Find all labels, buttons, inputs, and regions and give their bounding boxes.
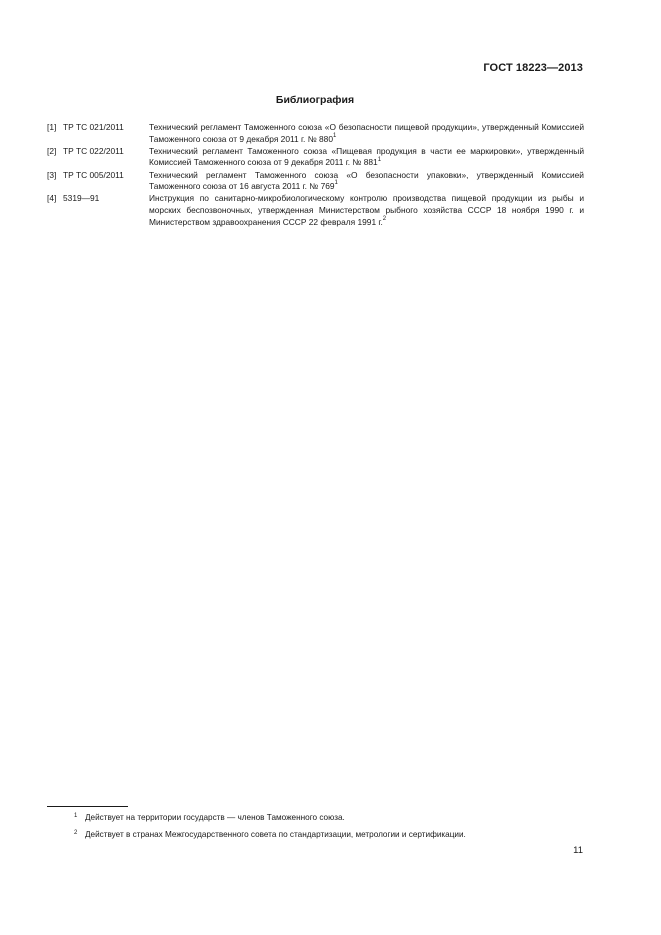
document-standard-id: ГОСТ 18223—2013: [483, 62, 583, 74]
entry-code: ТР ТС 021/2011: [63, 122, 124, 132]
footnote-reference: 2: [382, 215, 387, 222]
entry-number: [2]: [47, 145, 57, 156]
entry-text: [149, 170, 584, 193]
entry-text-body: Технический регламент Таможенного союза «Пищевая продукция в части ее маркировки», утвержденный Комиссией Таможенного союза от 9 декабря 2011 г. № 881: [149, 145, 584, 168]
bibliography-entry: [47, 193, 584, 228]
entry-code: ТР ТС 005/2011: [63, 169, 124, 180]
footnote-reference: 1: [334, 180, 338, 187]
footnote: [74, 812, 584, 823]
footnote: [74, 829, 584, 840]
entry-code: 5319—91: [63, 193, 100, 204]
footnote-reference: 1: [377, 156, 382, 163]
bibliography-entry: [47, 170, 584, 193]
entry-text: [149, 193, 584, 228]
entry-number: [3]: [47, 169, 57, 180]
bibliography-entry: [47, 122, 584, 145]
entry-number: [4]: [47, 193, 57, 204]
entry-text: [149, 122, 584, 145]
footnote-mark: 1: [74, 813, 78, 819]
footnote-reference: 1: [332, 132, 337, 139]
page-number: 11: [573, 845, 583, 856]
entry-code: ТР ТС 022/2011: [63, 145, 124, 156]
bibliography-entry: [47, 146, 584, 169]
footnote-text: Действует в странах Межгосударственного совета по стандартизации, метрологии и сертификации.: [85, 830, 466, 839]
entry-text-body: Инструкция по санитарно-микробиологическому контролю производства пищевой продукции из рыбы и морских беспозвоночных, утвержденная Министерством рыбного хозяйства СССР 18 ноября 1990 г. и Министерством здравоохранения СССР 22 февраля 1991 г.: [149, 193, 584, 227]
bibliography-list: [47, 122, 584, 229]
footnote-divider: [47, 806, 128, 807]
section-title: Библиография: [275, 94, 355, 106]
footnote-mark: 2: [74, 830, 78, 836]
entry-number: [1]: [47, 122, 57, 132]
entry-text-body: Технический регламент Таможенного союза «О безопасности пищевой продукции», утвержденный Комиссией Таможенного союза от 9 декабря 2011 г. № 880: [149, 122, 584, 144]
footnote-text: Действует на территории государств — членов Таможенного союза.: [85, 813, 345, 822]
entry-text-body: Технический регламент Таможенного союза «О безопасности упаковки», утвержденный Комиссией Таможенного союза от 16 августа 2011 г. № 769: [149, 169, 584, 192]
footnotes: [74, 812, 584, 846]
entry-text: [149, 146, 584, 169]
